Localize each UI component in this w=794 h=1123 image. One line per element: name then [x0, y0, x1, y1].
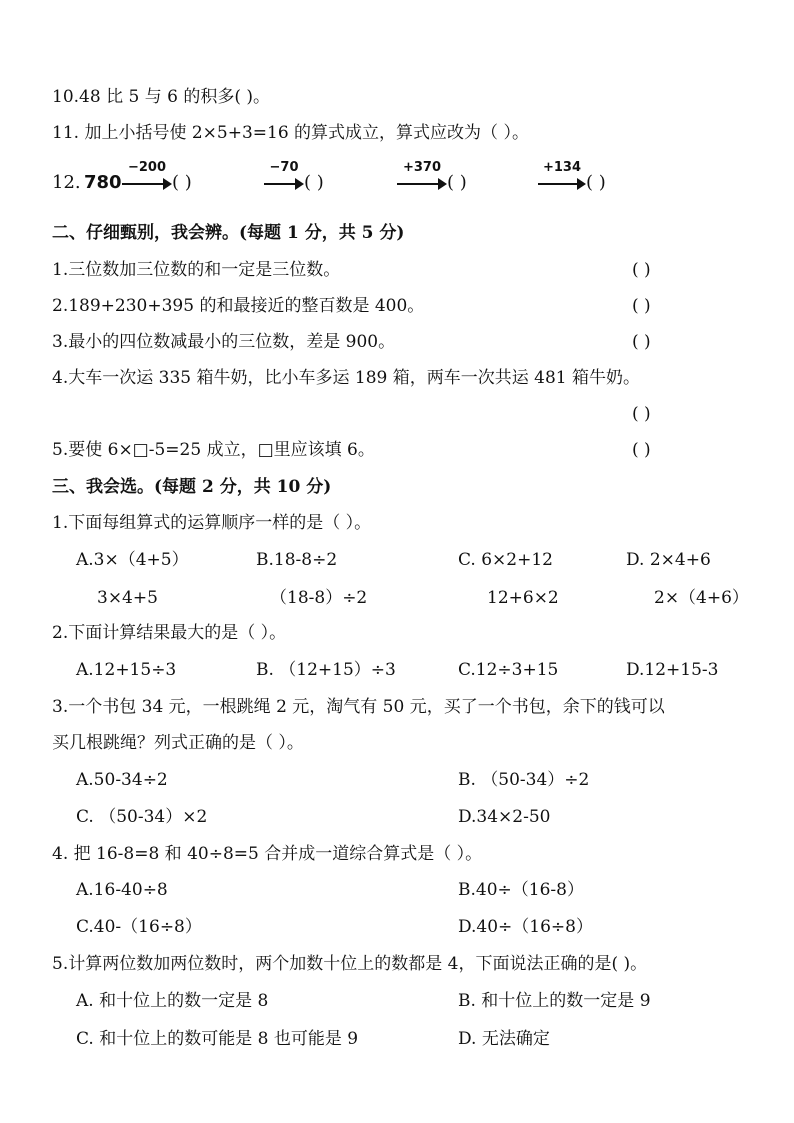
choice-q1-option-c[interactable]: C. 6×2+12: [458, 550, 553, 570]
question-10: 10.48 比 5 与 6 的积多( )。: [52, 87, 270, 107]
judge-item-4: 4.大车一次运 335 箱牛奶，比小车多运 189 箱，两车一次共运 481 箱牛奶。: [52, 368, 640, 388]
question-11: 11. 加上小括号使 2×5+3=16 的算式成立，算式应改为（ ）。: [52, 123, 529, 143]
choice-q3-option-c[interactable]: C. （50-34）×2: [76, 807, 208, 827]
judge-answer-4[interactable]: ( ): [632, 404, 651, 424]
choice-q5-option-b[interactable]: B. 和十位上的数一定是 9: [458, 991, 651, 1011]
arrow-step-4-label: +134: [542, 160, 582, 175]
section-3-heading: 三、我会选。(每题 2 分，共 10 分): [52, 477, 332, 497]
arrow-step-1: [122, 160, 172, 194]
arrow-step-1-label: −200: [127, 160, 167, 175]
section-2-heading: 二、仔细甄别，我会辨。(每题 1 分，共 5 分): [52, 223, 405, 243]
choice-q1-option-d[interactable]: D. 2×4+6: [626, 550, 711, 570]
judge-item-1: 1.三位数加三位数的和一定是三位数。: [52, 260, 341, 280]
choice-q5-stem: 5.计算两位数加两位数时，两个加数十位上的数都是 4，下面说法正确的是( )。: [52, 954, 648, 974]
question-12-chain: [52, 158, 752, 198]
blank-step-3: ( ): [447, 172, 467, 193]
arrow-right-icon: [577, 178, 586, 190]
choice-q5-option-a[interactable]: A. 和十位上的数一定是 8: [76, 991, 269, 1011]
arrow-step-2: [264, 160, 304, 194]
question-12-start: 780: [84, 172, 122, 193]
blank-step-4: ( ): [586, 172, 606, 193]
choice-q3-option-b[interactable]: B. （50-34）÷2: [458, 770, 590, 790]
arrow-step-2-label: −70: [269, 160, 299, 175]
arrow-step-3-label: +370: [402, 160, 442, 175]
judge-item-2: 2.189+230+395 的和最接近的整百数是 400。: [52, 296, 425, 316]
choice-q5-option-c[interactable]: C. 和十位上的数可能是 8 也可能是 9: [76, 1029, 359, 1049]
choice-q2-option-c[interactable]: C.12÷3+15: [458, 660, 559, 680]
arrow-step-4: [538, 160, 586, 194]
judge-item-3: 3.最小的四位数减最小的三位数，差是 900。: [52, 332, 396, 352]
arrow-right-icon: [438, 178, 447, 190]
judge-answer-1[interactable]: ( ): [632, 260, 651, 280]
arrow-right-icon: [295, 178, 304, 190]
judge-answer-3[interactable]: ( ): [632, 332, 651, 352]
choice-q4-stem: 4. 把 16-8=8 和 40÷8=5 合并成一道综合算式是（ ）。: [52, 844, 483, 864]
blank-step-2: ( ): [304, 172, 324, 193]
choice-q2-stem: 2.下面计算结果最大的是（ ）。: [52, 623, 287, 643]
arrow-step-3: [397, 160, 447, 194]
choice-q2-option-d[interactable]: D.12+15-3: [626, 660, 719, 680]
choice-q3-option-d[interactable]: D.34×2-50: [458, 807, 551, 827]
choice-q1-option-a[interactable]: A.3×（4+5）: [76, 550, 189, 570]
choice-q3-stem-line1: 3.一个书包 34 元，一根跳绳 2 元，淘气有 50 元，买了一个书包，余下的钱可以: [52, 697, 665, 717]
judge-answer-5[interactable]: ( ): [632, 440, 651, 460]
question-12-number: 12.: [52, 172, 81, 193]
arrow-right-icon: [163, 178, 172, 190]
choice-q1-option-b-line2: （18-8）÷2: [270, 588, 368, 608]
choice-q2-option-a[interactable]: A.12+15÷3: [76, 660, 177, 680]
choice-q1-option-a-line2: 3×4+5: [97, 588, 158, 608]
judge-answer-2[interactable]: ( ): [632, 296, 651, 316]
choice-q1-option-d-line2: 2×（4+6）: [654, 588, 749, 608]
choice-q1-stem: 1.下面每组算式的运算顺序一样的是（ ）。: [52, 513, 372, 533]
choice-q3-stem-line2: 买几根跳绳？列式正确的是（ ）。: [52, 733, 304, 753]
choice-q4-option-a[interactable]: A.16-40÷8: [76, 880, 168, 900]
choice-q4-option-d[interactable]: D.40÷（16÷8）: [458, 917, 593, 937]
choice-q1-option-b[interactable]: B.18-8÷2: [256, 550, 338, 570]
blank-step-1: ( ): [172, 172, 192, 193]
choice-q2-option-b[interactable]: B. （12+15）÷3: [256, 660, 396, 680]
choice-q1-option-c-line2: 12+6×2: [487, 588, 559, 608]
choice-q4-option-b[interactable]: B.40÷（16-8）: [458, 880, 584, 900]
choice-q5-option-d[interactable]: D. 无法确定: [458, 1029, 550, 1049]
choice-q3-option-a[interactable]: A.50-34÷2: [76, 770, 168, 790]
choice-q4-option-c[interactable]: C.40-（16÷8）: [76, 917, 202, 937]
judge-item-5: 5.要使 6×□-5=25 成立，□里应该填 6。: [52, 440, 375, 460]
